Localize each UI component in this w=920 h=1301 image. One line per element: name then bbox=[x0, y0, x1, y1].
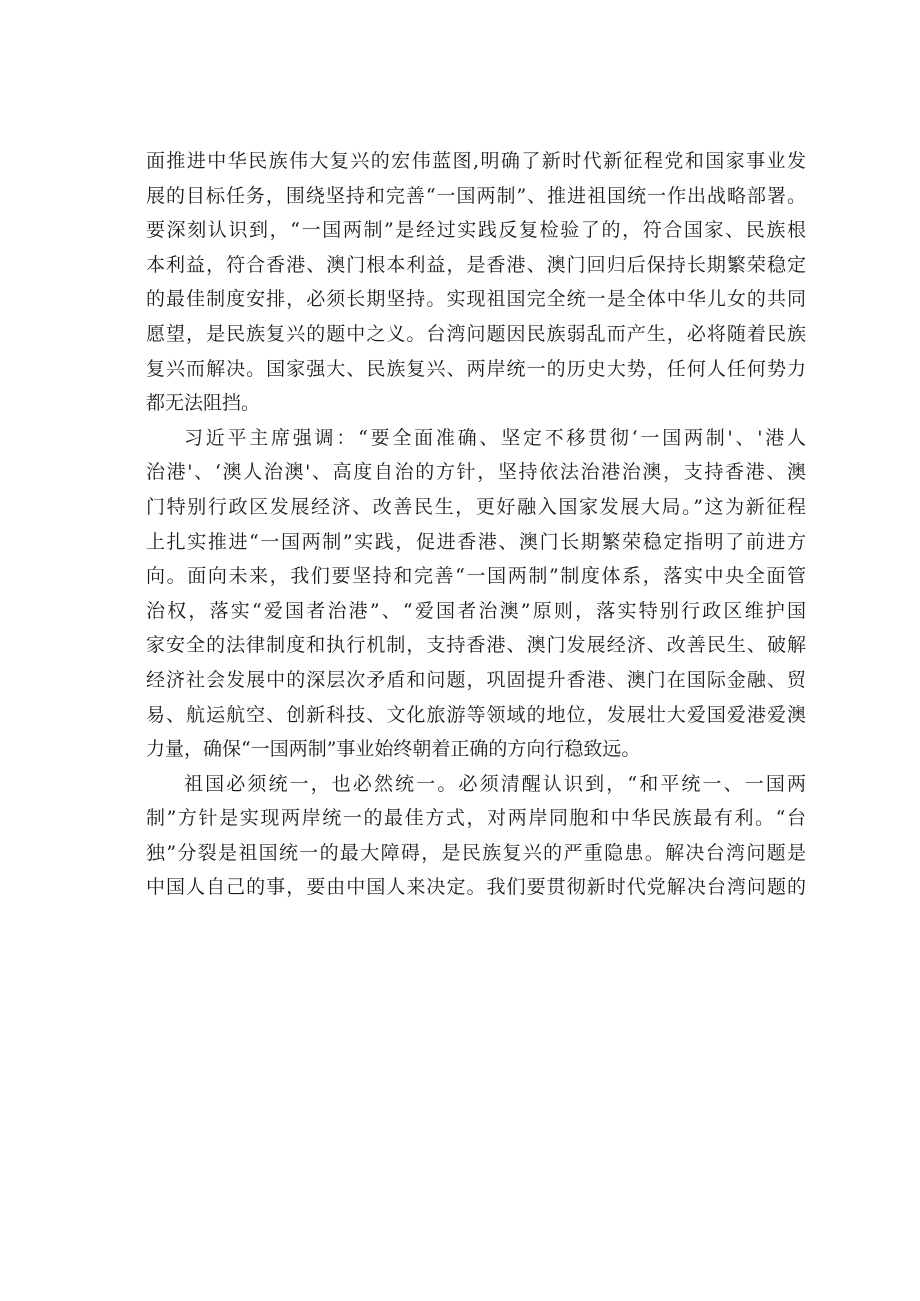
document-body bbox=[146, 144, 806, 905]
paragraph-1 bbox=[146, 144, 806, 421]
paragraph-line: 习近平主席强调：“要全面准确、坚定不移贯彻‘一国两制'、'港人 bbox=[184, 426, 806, 449]
paragraph-line: 要深刻认识到，“一国两制”是经过实践反复检验了的，符合国家、民族根 bbox=[146, 219, 806, 242]
paragraph-line: 的最佳制度安排，必须长期坚持。实现祖国完全统一是全体中华儿女的共同 bbox=[146, 288, 806, 311]
paragraph-line: 制”方针是实现两岸统一的最佳方式，对两岸同胞和中华民族最有利。“台 bbox=[146, 807, 806, 830]
paragraph-line: 门特别行政区发展经济、改善民生，更好融入国家发展大局。”这为新征程 bbox=[146, 495, 806, 518]
paragraph-line: 向。面向未来，我们要坚持和完善“一国两制”制度体系，落实中央全面管 bbox=[146, 565, 806, 588]
paragraph-line: 家安全的法律制度和执行机制，支持香港、澳门发展经济、改善民生、破解 bbox=[146, 634, 806, 657]
paragraph-line: 易、航运航空、创新科技、文化旅游等领域的地位，发展壮大爱国爱港爱澳 bbox=[146, 703, 806, 726]
paragraph-line: 本利益，符合香港、澳门根本利益，是香港、澳门回归后保持长期繁荣稳定 bbox=[146, 253, 806, 276]
paragraph-line: 展的目标任务，围绕坚持和完善“一国两制”、推进祖国统一作出战略部署。 bbox=[146, 184, 806, 207]
paragraph-line: 力量，确保“一国两制”事业始终朝着正确的方向行稳致远。 bbox=[146, 738, 641, 761]
paragraph-line: 中国人自己的事，要由中国人来决定。我们要贯彻新时代党解决台湾问题的 bbox=[146, 876, 806, 899]
paragraph-line: 都无法阻挡。 bbox=[146, 392, 261, 415]
paragraph-line: 治权，落实“爱国者治港”、“爱国者治澳”原则，落实特别行政区维护国 bbox=[146, 599, 806, 622]
paragraph-line: 面推进中华民族伟大复兴的宏伟蓝图,明确了新时代新征程党和国家事业发 bbox=[146, 150, 806, 172]
paragraph-line: 祖国必须统一，也必然统一。必须清醒认识到，“和平统一、一国两 bbox=[184, 772, 806, 795]
paragraph-line: 治港'、‘澳人治澳'、高度自治的方针，坚持依法治港治澳，支持香港、澳 bbox=[146, 461, 806, 484]
paragraph-line: 愿望，是民族复兴的题中之义。台湾问题因民族弱乱而产生，必将随着民族 bbox=[146, 322, 806, 345]
paragraph-line: 独”分裂是祖国统一的最大障碍，是民族复兴的严重隐患。解决台湾问题是 bbox=[146, 841, 806, 864]
paragraph-3 bbox=[146, 767, 806, 905]
paragraph-line: 复兴而解决。国家强大、民族复兴、两岸统一的历史大势，任何人任何势力 bbox=[146, 357, 806, 380]
paragraph-line: 经济社会发展中的深层次矛盾和问题，巩固提升香港、澳门在国际金融、贸 bbox=[146, 668, 806, 691]
paragraph-2 bbox=[146, 421, 806, 767]
paragraph-line: 上扎实推进“一国两制”实践，促进香港、澳门长期繁荣稳定指明了前进方 bbox=[146, 530, 806, 553]
